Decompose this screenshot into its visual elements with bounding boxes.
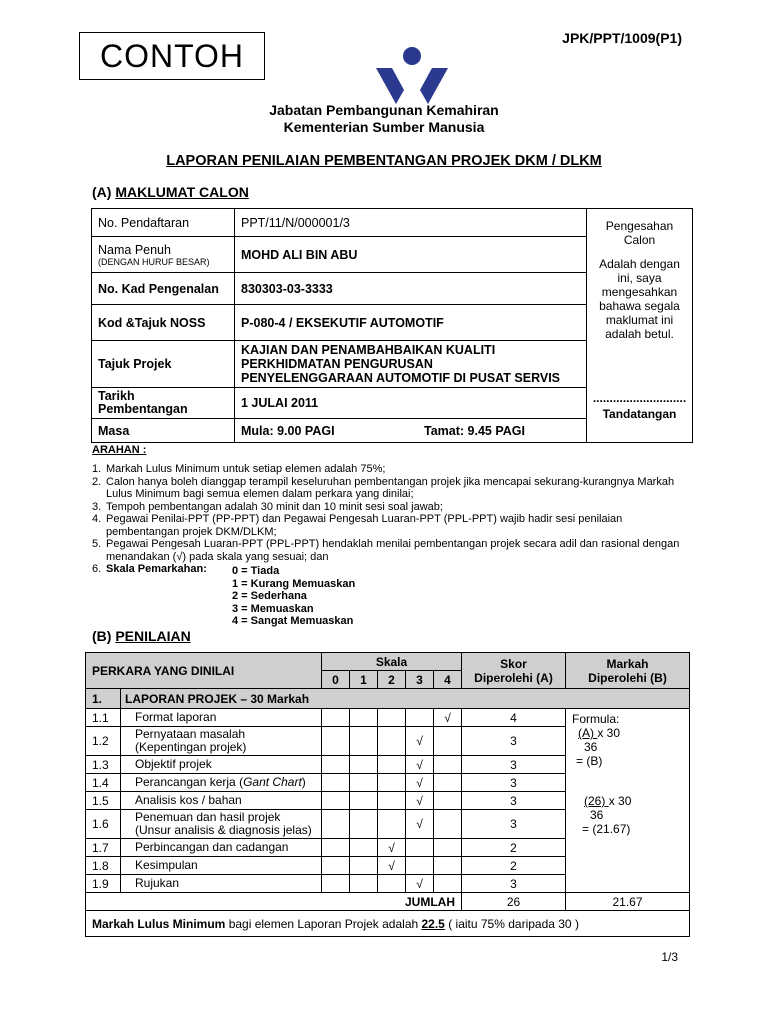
label-noss: Kod &Tajuk NOSS	[92, 305, 235, 341]
scale-cell[interactable]	[434, 810, 462, 839]
scale-cell[interactable]	[322, 756, 350, 774]
scale-col-4: 4	[434, 671, 462, 689]
scale-col-3: 3	[406, 671, 434, 689]
section-b-prefix: (B)	[92, 628, 112, 644]
scale-cell[interactable]	[378, 875, 406, 893]
penilaian-table	[85, 652, 690, 937]
pengesahan-text: adalah betul.	[605, 327, 674, 341]
skor-cell: 3	[462, 875, 566, 893]
department-name: Jabatan Pembangunan Kemahiran	[269, 102, 499, 118]
scale-cell[interactable]	[350, 810, 378, 839]
scale-cell[interactable]: √	[406, 810, 434, 839]
scale-cell[interactable]: √	[406, 727, 434, 756]
masa-tamat: Tamat: 9.45 PAGI	[424, 423, 525, 438]
scale-cell[interactable]	[350, 756, 378, 774]
value-tarikh: 1 JULAI 2011	[235, 388, 587, 419]
scale-item: 1 = Kurang Memuaskan	[232, 577, 356, 590]
scale-cell[interactable]	[434, 756, 462, 774]
arahan-item: 5. Pegawai Pengesah Luaran-PPT (PPL-PPT) hendaklah menilai pembentangan projek secara adil dan rasional dengan menandakan (√) pada skala yang sesuai; dan	[92, 538, 680, 563]
head-skala: Skala	[322, 653, 462, 671]
pengesahan-text: bahawa segala	[599, 299, 680, 313]
row-number: 1.5	[86, 792, 121, 810]
scale-item: 3 = Memuaskan	[232, 602, 314, 615]
scale-cell[interactable]: √	[406, 792, 434, 810]
arahan-item: 4. Pegawai Penilai-PPT (PP-PPT) dan Pegawai Pengesah Luaran-PPT (PPL-PPT) wajib hadir sesi penilaian pembentangan projek DKM/DLKM;	[92, 513, 623, 538]
value-no-pendaftaran: PPT/11/N/000001/3	[235, 209, 587, 237]
scale-item: 4 = Sangat Memuaskan	[232, 615, 354, 627]
scale-cell[interactable]	[378, 727, 406, 756]
scale-cell[interactable]: √	[406, 875, 434, 893]
pengesahan-text: mengesahkan	[601, 285, 678, 299]
label-nama	[92, 237, 235, 273]
value-noss: P-080-4 / EKSEKUTIF AUTOMOTIF	[235, 305, 587, 341]
nama-label: Nama Penuh	[98, 242, 171, 257]
scale-cell[interactable]	[378, 810, 406, 839]
signature-label: Tandatangan	[602, 407, 677, 421]
tajuk-line: KAJIAN DAN PENAMBAHBAIKAN KUALITI	[241, 343, 496, 357]
row-number: 1.1	[86, 709, 121, 727]
scale-cell[interactable]: √	[378, 857, 406, 875]
scale-cell[interactable]: √	[378, 839, 406, 857]
jumlah-markah: 21.67	[566, 893, 690, 911]
jumlah-label: JUMLAH	[86, 893, 462, 911]
pengesahan-text: ini, saya	[617, 271, 662, 285]
skor-cell: 4	[462, 709, 566, 727]
scale-cell[interactable]	[350, 875, 378, 893]
tarikh-label: Tarikh	[98, 389, 135, 403]
masa-mula: Mula: 9.00 PAGI	[241, 423, 335, 438]
row-number: 1.4	[86, 774, 121, 792]
row-label: Kesimpulan	[121, 857, 322, 875]
contoh-stamp: CONTOH	[79, 32, 265, 80]
row-label: Format laporan	[121, 709, 322, 727]
scale-cell[interactable]	[378, 774, 406, 792]
scale-cell[interactable]	[322, 875, 350, 893]
arahan-item: 2. Calon hanya boleh dianggap terampil keseluruhan pembentangan projek jika mencapai sekurang-kurangnya Markah Lulus Minimum bagi semua elemen dalam perkara yang dinilai;	[92, 475, 675, 500]
page-number: 1/3	[661, 950, 678, 964]
scale-item: 2 = Sederhana	[232, 590, 307, 602]
section-b-heading	[92, 628, 191, 644]
pengesahan-text: Adalah dengan	[599, 257, 680, 271]
scale-cell[interactable]: √	[406, 774, 434, 792]
label-no-pendaftaran: No. Pendaftaran	[92, 209, 235, 237]
scale-cell[interactable]	[434, 839, 462, 857]
scale-cell[interactable]	[350, 727, 378, 756]
scale-cell[interactable]	[350, 709, 378, 727]
section-b-title: PENILAIAN	[115, 628, 191, 644]
scale-cell[interactable]	[434, 875, 462, 893]
jumlah-skor: 26	[462, 893, 566, 911]
skor-cell: 3	[462, 756, 566, 774]
value-masa	[235, 419, 587, 443]
row-label: Perancangan kerja (Gant Chart)	[121, 774, 322, 792]
skor-cell: 3	[462, 727, 566, 756]
value-nama: MOHD ALI BIN ABU	[235, 237, 587, 273]
scale-cell[interactable]	[378, 709, 406, 727]
head-markah: Markah Diperolehi (B)	[566, 653, 690, 689]
row-number: 1.6	[86, 810, 121, 839]
row-label: Analisis kos / bahan	[121, 792, 322, 810]
value-kad: 830303-03-3333	[235, 273, 587, 305]
skor-cell: 2	[462, 857, 566, 875]
pengesahan-title: Pengesahan	[605, 219, 674, 233]
scale-cell[interactable]	[378, 792, 406, 810]
arahan-list	[92, 463, 682, 576]
tajuk-line: PERKHIDMATAN PENGURUSAN	[241, 357, 433, 371]
formula-cell: Formula: (A) x 30 36 = (B) (26) x 30 36 = (21.67)	[566, 709, 690, 893]
label-kad: No. Kad Pengenalan	[92, 273, 235, 305]
row-label: Rujukan	[121, 875, 322, 893]
skor-cell: 3	[462, 774, 566, 792]
scale-cell[interactable]	[434, 792, 462, 810]
scale-cell[interactable]	[350, 839, 378, 857]
scale-cell[interactable]	[322, 810, 350, 839]
pengesahan-subtitle: Calon	[623, 233, 656, 247]
scale-cell[interactable]: √	[434, 709, 462, 727]
arahan-item: 1. Markah Lulus Minimum untuk setiap elemen adalah 75%;	[92, 463, 386, 475]
group-number: 1.	[86, 689, 121, 709]
scale-cell[interactable]	[350, 792, 378, 810]
document-reference: JPK/PPT/1009(P1)	[562, 30, 682, 46]
scale-cell[interactable]	[322, 839, 350, 857]
label-tarikh	[92, 388, 235, 419]
skor-cell: 3	[462, 792, 566, 810]
scale-cell[interactable]: √	[406, 756, 434, 774]
head-skor: Skor Diperolehi (A)	[462, 653, 566, 689]
skor-cell: 2	[462, 839, 566, 857]
ministry-name: Kementerian Sumber Manusia	[283, 119, 485, 135]
row-number: 1.7	[86, 839, 121, 857]
section-a-prefix: (A)	[92, 184, 112, 200]
scale-cell[interactable]	[322, 709, 350, 727]
scale-col-1: 1	[350, 671, 378, 689]
label-tajuk: Tajuk Projek	[92, 341, 235, 388]
signature-line: ............................	[592, 391, 687, 405]
arahan-heading: ARAHAN :	[92, 444, 147, 456]
section-a-heading	[92, 184, 249, 200]
row-label: Pernyataan masalah (Kepentingan projek)	[121, 727, 322, 756]
scale-cell[interactable]	[406, 839, 434, 857]
scale-cell[interactable]	[406, 709, 434, 727]
scale-cell[interactable]	[406, 857, 434, 875]
scale-cell[interactable]	[350, 857, 378, 875]
row-label: Penemuan dan hasil projek (Unsur analisis & diagnosis jelas)	[121, 810, 322, 839]
scale-cell[interactable]	[378, 756, 406, 774]
group-title: LAPORAN PROJEK – 30 Markah	[121, 689, 690, 709]
report-title: LAPORAN PENILAIAN PEMBENTANGAN PROJEK DKM / DLKM	[166, 153, 602, 169]
value-tajuk	[235, 341, 587, 388]
scale-cell[interactable]	[322, 774, 350, 792]
scale-col-0: 0	[322, 671, 350, 689]
row-number: 1.9	[86, 875, 121, 893]
row-number: 1.8	[86, 857, 121, 875]
skor-cell: 3	[462, 810, 566, 839]
markah-lulus-note: Markah Lulus Minimum bagi elemen Laporan Projek adalah 22.5 ( iaitu 75% daripada 30 )	[86, 911, 690, 937]
arahan-item: 6. Skala Pemarkahan:	[92, 563, 207, 575]
tajuk-line: PENYELENGGARAAN AUTOMOTIF DI PUSAT SERVIS	[241, 371, 561, 385]
scale-cell[interactable]	[322, 857, 350, 875]
scale-item: 0 = Tiada	[232, 565, 280, 577]
row-number: 1.3	[86, 756, 121, 774]
arahan-item: 3. Tempoh pembentangan adalah 30 minit dan 10 minit sesi soal jawab;	[92, 500, 443, 513]
scale-col-2: 2	[378, 671, 406, 689]
row-number: 1.2	[86, 727, 121, 756]
table-row	[86, 709, 690, 727]
jpk-logo-icon	[374, 46, 450, 104]
label-masa: Masa	[92, 419, 235, 443]
pengesahan-calon	[587, 209, 693, 443]
scale-cell[interactable]	[350, 774, 378, 792]
nama-sublabel: (DENGAN HURUF BESAR)	[98, 256, 210, 267]
scale-cell[interactable]	[434, 774, 462, 792]
scale-cell[interactable]	[434, 727, 462, 756]
scale-cell[interactable]	[322, 792, 350, 810]
row-label: Perbincangan dan cadangan	[121, 839, 322, 857]
scale-cell[interactable]	[434, 857, 462, 875]
pengesahan-text: maklumat ini	[605, 313, 674, 327]
skala-pemarkahan	[232, 565, 355, 628]
section-a-title: MAKLUMAT CALON	[115, 184, 249, 200]
row-label: Objektif projek	[121, 756, 322, 774]
head-perkara: PERKARA YANG DINILAI	[86, 653, 322, 689]
scale-cell[interactable]	[322, 727, 350, 756]
tarikh-label: Pembentangan	[98, 402, 188, 416]
candidate-info-table	[91, 208, 693, 443]
